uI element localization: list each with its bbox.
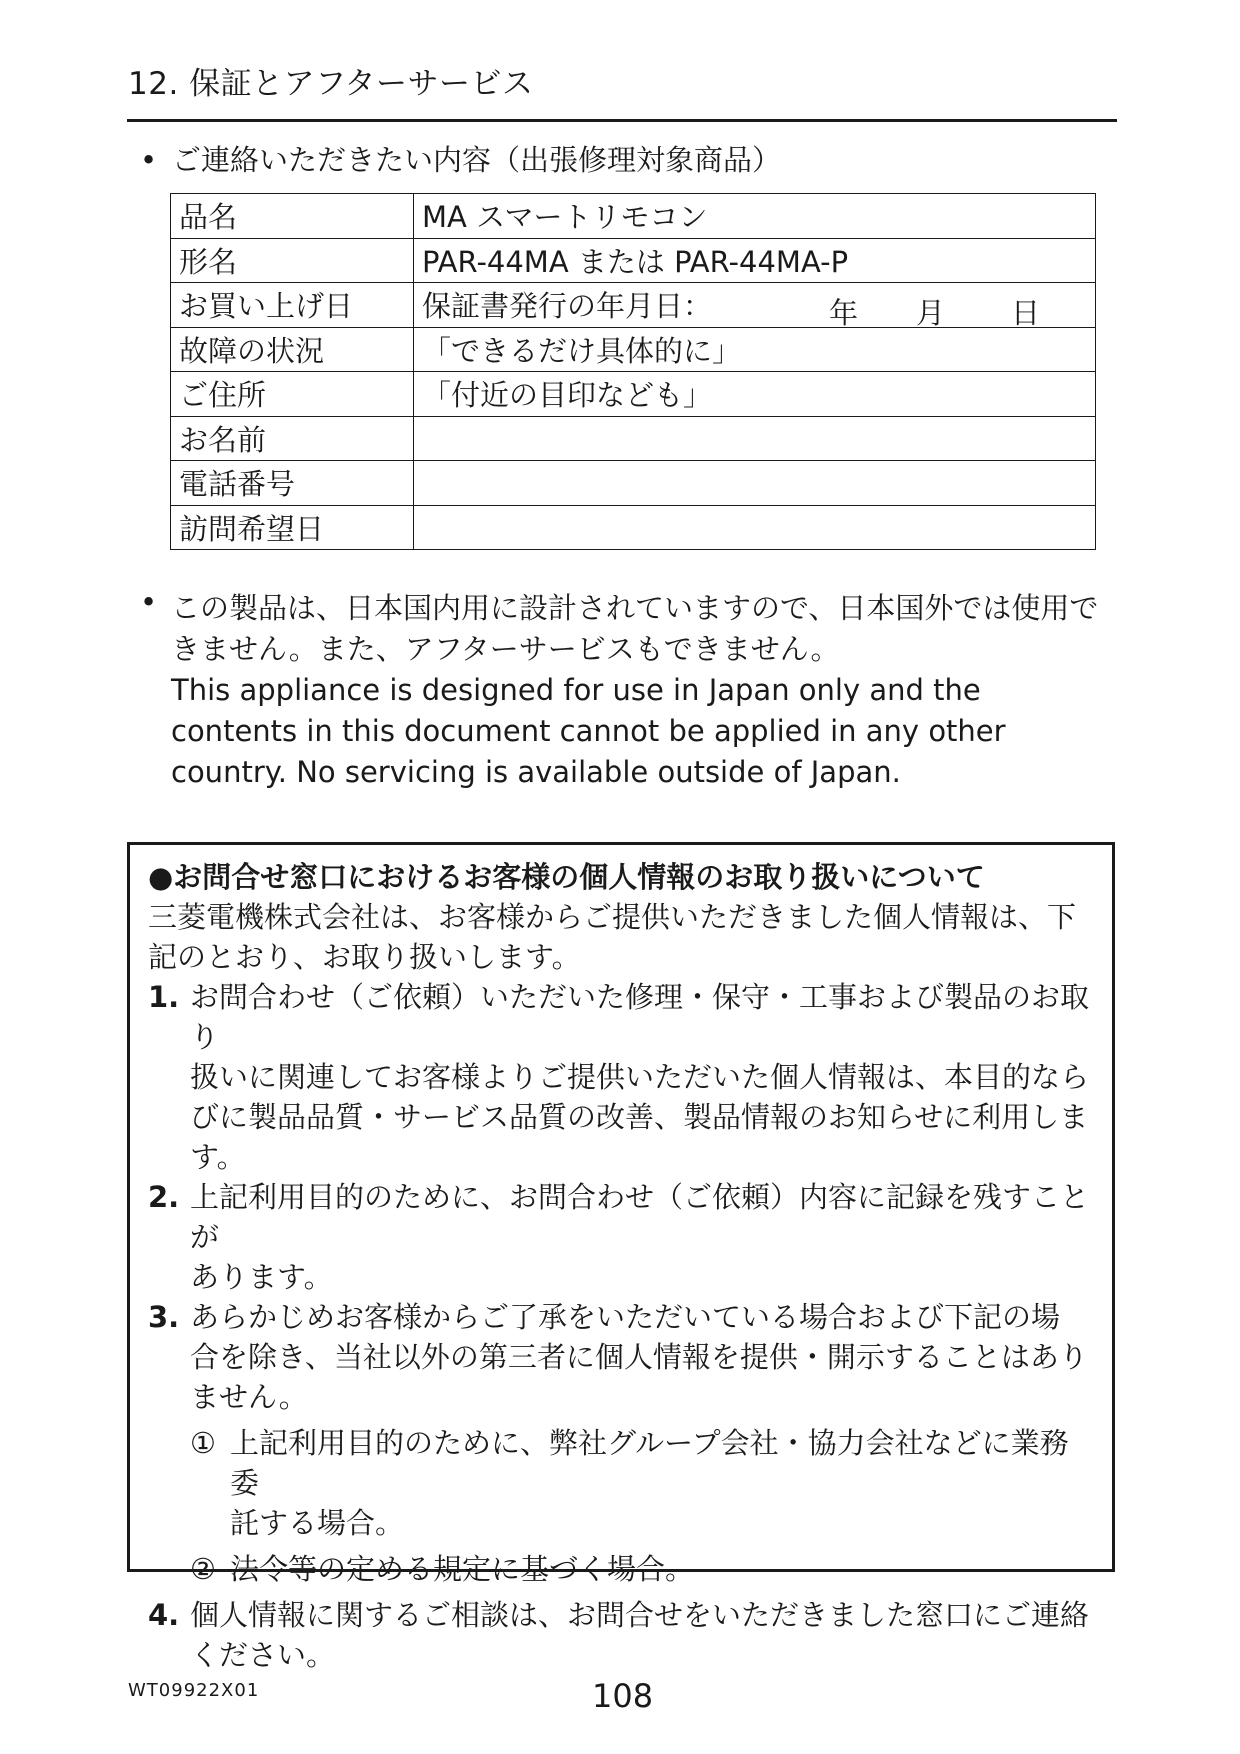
privacy-subitem-2 xyxy=(148,1549,1094,1589)
contact-info-table xyxy=(170,193,1096,550)
table-row xyxy=(171,283,1096,328)
privacy-item-3 xyxy=(148,1297,1094,1417)
row-label: ご住所 xyxy=(171,372,414,417)
notice-en-line: This appliance is designed for use in Japan only and the xyxy=(171,673,981,707)
notice-jp-line: きません。また、アフターサービスもできません。 xyxy=(171,632,840,666)
subitem-line: 託する場合。 xyxy=(230,1506,405,1540)
table-row xyxy=(171,416,1096,461)
item-number: 4. xyxy=(148,1598,180,1632)
item-number: 2. xyxy=(148,1180,180,1214)
row-label: 電話番号 xyxy=(171,461,414,506)
privacy-intro-line: 三菱電機株式会社は、お客様からご提供いただきました個人情報は、下 xyxy=(148,900,1077,934)
circled-number-2: ② xyxy=(190,1552,216,1586)
privacy-intro-line: 記のとおり、お取り扱いします。 xyxy=(148,940,581,974)
privacy-policy-box xyxy=(127,842,1115,1672)
contact-heading-text: ご連絡いただきたい内容（出張修理対象商品） xyxy=(172,143,782,177)
header-divider xyxy=(127,119,1117,122)
row-value xyxy=(414,461,1096,506)
privacy-title: ●お問合せ窓口におけるお客様の個人情報のお取り扱いについて xyxy=(148,860,985,894)
month-label: 月 xyxy=(916,296,946,330)
row-label: お買い上げ日 xyxy=(171,283,414,328)
purchase-date-cell xyxy=(414,283,1096,328)
row-value: 「付近の目印なども」 xyxy=(414,372,1096,417)
row-value: 「できるだけ具体的に」 xyxy=(414,327,1096,372)
item-line: 個人情報に関するご相談は、お問合せをいただきました窓口にご連絡 xyxy=(190,1598,1090,1632)
item-number: 3. xyxy=(148,1300,180,1334)
privacy-item-2 xyxy=(148,1177,1094,1297)
privacy-item-4 xyxy=(148,1595,1094,1675)
document-code: WT09922X01 xyxy=(128,1680,260,1701)
row-value: 保証書発行の年月日： xyxy=(422,289,713,324)
page-header-title: 12. 保証とアフターサービス xyxy=(128,66,534,102)
table-row xyxy=(171,372,1096,417)
subitem-line: 法令等の定める規定に基づく場合。 xyxy=(230,1552,695,1586)
item-line: 合を除き、当社以外の第三者に個人情報を提供・開示することはあり xyxy=(190,1340,1088,1374)
table-row xyxy=(171,461,1096,506)
subitem-line: 上記利用目的のために、弊社グループ会社・協力会社などに業務委 xyxy=(230,1426,1069,1500)
item-line: ません。 xyxy=(190,1380,308,1414)
bullet-icon: • xyxy=(140,585,158,619)
page-number: 108 xyxy=(592,1677,654,1715)
row-value xyxy=(414,505,1096,550)
row-label: 品名 xyxy=(171,194,414,239)
row-label: 故障の状況 xyxy=(171,327,414,372)
item-line: お問合わせ（ご依頼）いただいた修理・保守・工事および製品のお取り xyxy=(190,980,1090,1054)
row-value xyxy=(414,416,1096,461)
privacy-item-1 xyxy=(148,977,1094,1177)
year-label: 年 xyxy=(829,296,859,330)
item-line: 上記利用目的のために、お問合わせ（ご依頼）内容に記録を残すことが xyxy=(190,1180,1090,1254)
bullet-icon: • xyxy=(140,143,158,177)
item-line: びに製品品質・サービス品質の改善、製品情報のお知らせに利用しま xyxy=(190,1100,1089,1134)
row-label: 訪問希望日 xyxy=(171,505,414,550)
row-value: PAR-44MA または PAR-44MA-P xyxy=(414,238,1096,283)
row-value: MA スマートリモコン xyxy=(414,194,1096,239)
table-row xyxy=(171,327,1096,372)
privacy-subitem-1 xyxy=(148,1423,1094,1543)
notice-en-line: country. No servicing is available outside of Japan. xyxy=(171,755,901,789)
row-label: お名前 xyxy=(171,416,414,461)
notice-bullet-row xyxy=(140,582,172,622)
table-row xyxy=(171,238,1096,283)
notice-en-line: contents in this document cannot be applied in any other xyxy=(171,714,1006,748)
table-row xyxy=(171,505,1096,550)
domestic-use-notice xyxy=(171,588,1111,793)
table-row xyxy=(171,194,1096,239)
contact-heading xyxy=(140,140,781,180)
item-line: あります。 xyxy=(190,1260,333,1294)
row-label: 形名 xyxy=(171,238,414,283)
notice-jp-line: この製品は、日本国内用に設計されていますので、日本国外では使用で xyxy=(171,591,1099,625)
day-label: 日 xyxy=(1011,296,1041,330)
item-line: あらかじめお客様からご了承をいただいている場合および下記の場 xyxy=(190,1300,1061,1334)
item-line: す。 xyxy=(190,1140,246,1174)
circled-number-1: ① xyxy=(190,1426,216,1460)
item-line: 扱いに関連してお客様よりご提供いただいた個人情報は、本目的なら xyxy=(190,1060,1090,1094)
item-number: 1. xyxy=(148,980,180,1014)
item-line: ください。 xyxy=(190,1638,336,1672)
